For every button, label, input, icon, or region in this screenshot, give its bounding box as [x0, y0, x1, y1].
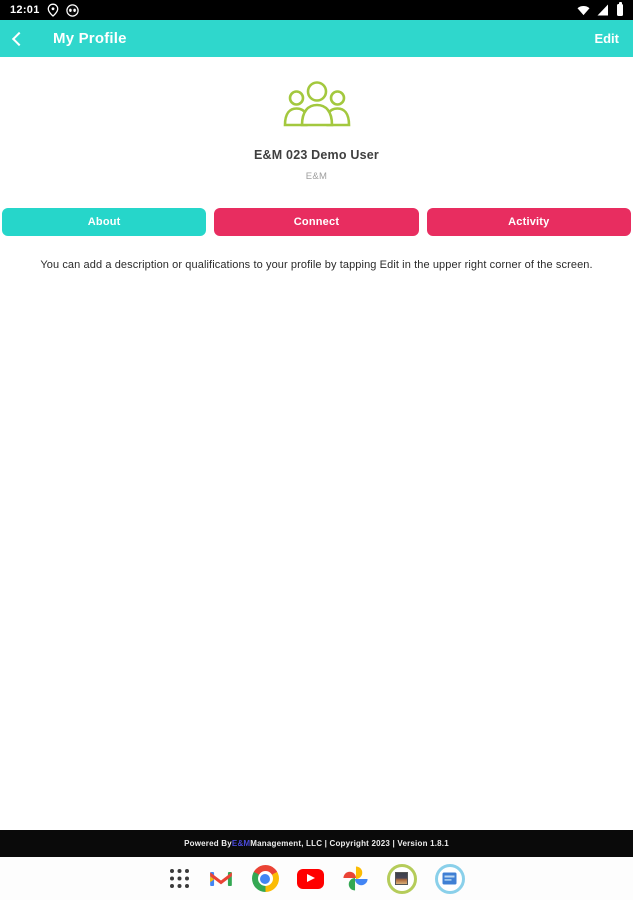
edit-button[interactable]: Edit: [594, 31, 619, 46]
about-description: You can add a description or qualifications to your profile by tapping Edit in the upper right corner of the screen.: [40, 259, 593, 271]
profile-name: E&M 023 Demo User: [254, 148, 379, 162]
group-people-icon: [0, 79, 633, 138]
location-pin-icon: [47, 3, 59, 17]
schedule-app-icon[interactable]: [435, 864, 465, 894]
gmail-icon[interactable]: [208, 866, 234, 892]
footer-brand: E&M: [231, 839, 251, 848]
google-photos-icon[interactable]: [342, 865, 369, 892]
profile-tabs: [0, 208, 633, 236]
profile-organization: E&M: [305, 171, 328, 182]
clock: 12:01: [10, 4, 40, 16]
page-title: My Profile: [53, 30, 127, 47]
photo-thumbnail: [395, 872, 408, 885]
youtube-icon[interactable]: [297, 869, 324, 889]
battery-icon: [617, 4, 623, 16]
cellular-signal-icon: [597, 4, 609, 16]
chevron-left-icon: [12, 31, 26, 45]
app-bar: [0, 20, 633, 57]
wifi-icon: [577, 4, 590, 16]
window-card-icon: [442, 872, 457, 885]
status-bar: [0, 0, 633, 20]
back-button[interactable]: [14, 34, 36, 44]
app-grid-icon[interactable]: [169, 868, 190, 889]
footer-text-prefix: Powered By: [184, 839, 232, 848]
tab-connect[interactable]: Connect: [214, 208, 418, 236]
profile-content: [0, 79, 633, 271]
footer-text-suffix: Management, LLC | Copyright 2023 | Version 1.8.1: [250, 839, 449, 848]
taskbar: [0, 857, 633, 900]
footer-bar: [0, 830, 633, 857]
em-gallery-app-icon[interactable]: [387, 864, 417, 894]
chrome-icon[interactable]: [252, 865, 279, 892]
tab-activity[interactable]: Activity: [427, 208, 631, 236]
alien-icon: [66, 4, 79, 17]
tab-about[interactable]: About: [2, 208, 206, 236]
